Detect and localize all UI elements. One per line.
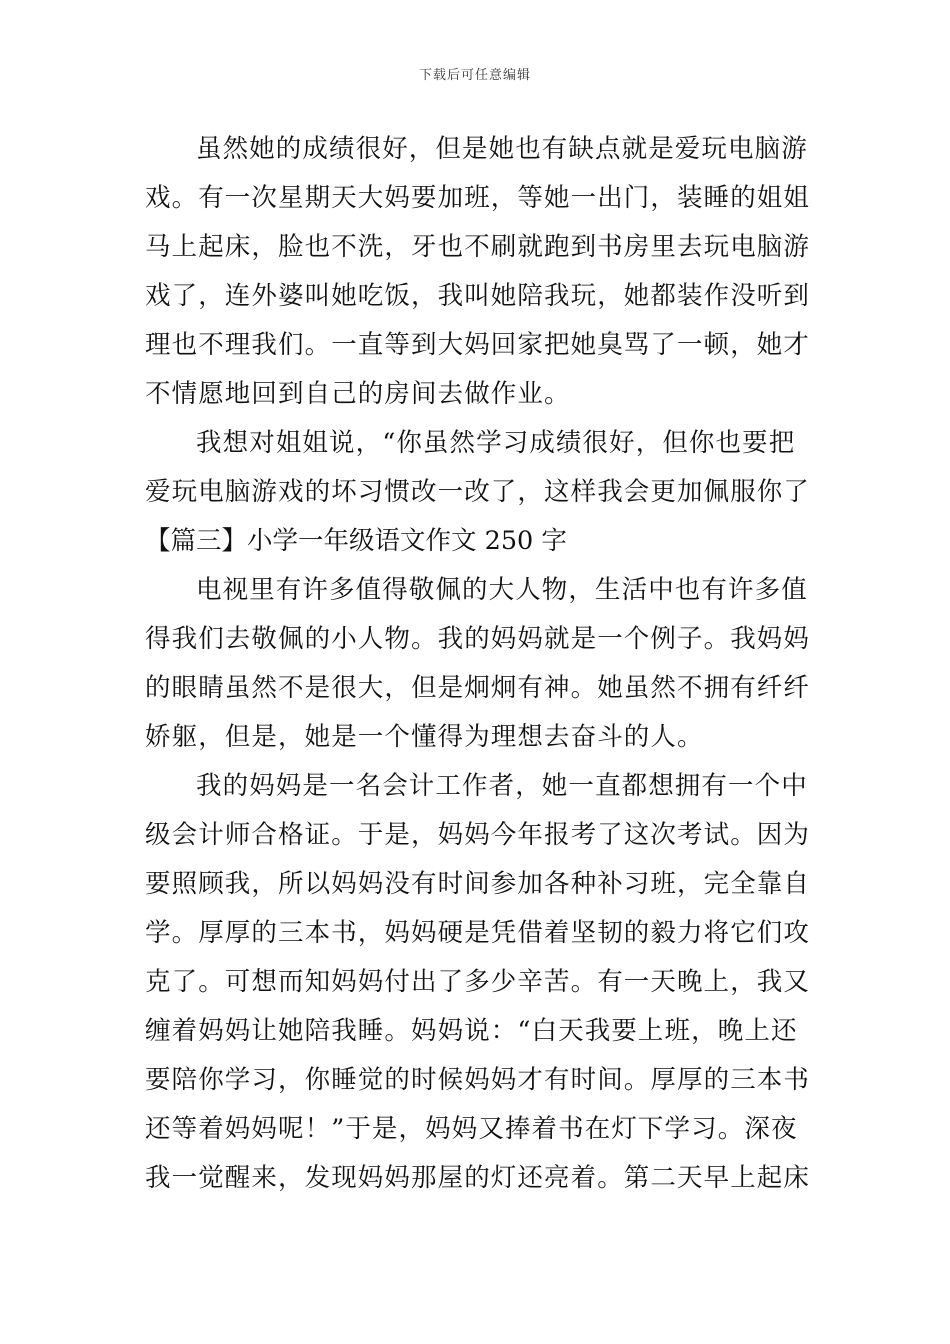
paragraph-2-line-1: 我想对姐姐说，“你虽然学习成绩很好，但你也要把 bbox=[196, 428, 796, 458]
paragraph-4-line-6: 缠着妈妈让她陪我睡。妈妈说：“白天我要上班，晚上还 bbox=[145, 1016, 798, 1046]
paragraph-4-line-1: 我的妈妈是一名会计工作者，她一直都想拥有一个中 bbox=[196, 771, 808, 801]
paragraph-2-line-2: 爱玩电脑游戏的坏习惯改一改了，这样我会更加佩服你了 bbox=[145, 477, 811, 507]
paragraph-4-line-4: 学。厚厚的三本书，妈妈硬是凭借着坚韧的毅力将它们攻 bbox=[145, 918, 811, 948]
paragraph-1-line-1: 虽然她的成绩很好，但是她也有缺点就是爱玩电脑游 bbox=[196, 134, 808, 164]
paragraph-3-line-2: 得我们去敬佩的小人物。我的妈妈就是一个例子。我妈妈 bbox=[145, 624, 811, 654]
paragraph-3-line-3: 的眼睛虽然不是很大，但是炯炯有神。她虽然不拥有纤纤 bbox=[145, 673, 811, 703]
paragraph-1-line-2: 戏。有一次星期天大妈要加班，等她一出门，装睡的姐姐 bbox=[145, 183, 811, 213]
paragraph-4-line-2: 级会计师合格证。于是，妈妈今年报考了这次考试。因为 bbox=[145, 820, 811, 850]
document-body bbox=[145, 125, 810, 1203]
page-header: 下载后可任意编辑 bbox=[418, 68, 531, 83]
paragraph-4-line-7: 要陪你学习，你睡觉的时候妈妈才有时间。厚厚的三本书 bbox=[145, 1065, 811, 1095]
paragraph-1-line-6: 不情愿地回到自己的房间去做作业。 bbox=[145, 379, 571, 409]
paragraph-4-line-8: 还等着妈妈呢！”于是，妈妈又捧着书在灯下学习。深夜 bbox=[145, 1114, 798, 1144]
paragraph-1-line-4: 戏了，连外婆叫她吃饭，我叫她陪我玩，她都装作没听到 bbox=[145, 281, 811, 311]
paragraph-3-line-4: 娇躯，但是，她是一个懂得为理想去奋斗的人。 bbox=[145, 722, 704, 752]
section-title: 【篇三】小学一年级语文作文 250 字 bbox=[145, 526, 567, 556]
paragraph-4-line-3: 要照顾我，所以妈妈没有时间参加各种补习班，完全靠自 bbox=[145, 869, 811, 899]
paragraph-4-line-5: 克了。可想而知妈妈付出了多少辛苦。有一天晚上，我又 bbox=[145, 967, 811, 997]
paragraph-4-line-9: 我一觉醒来，发现妈妈那屋的灯还亮着。第二天早上起床 bbox=[145, 1163, 811, 1193]
paragraph-1-line-3: 马上起床，脸也不洗，牙也不刷就跑到书房里去玩电脑游 bbox=[145, 232, 811, 262]
paragraph-1-line-5: 理也不理我们。一直等到大妈回家把她臭骂了一顿，她才 bbox=[145, 330, 811, 360]
paragraph-3-line-1: 电视里有许多值得敬佩的大人物，生活中也有许多值 bbox=[196, 575, 808, 605]
